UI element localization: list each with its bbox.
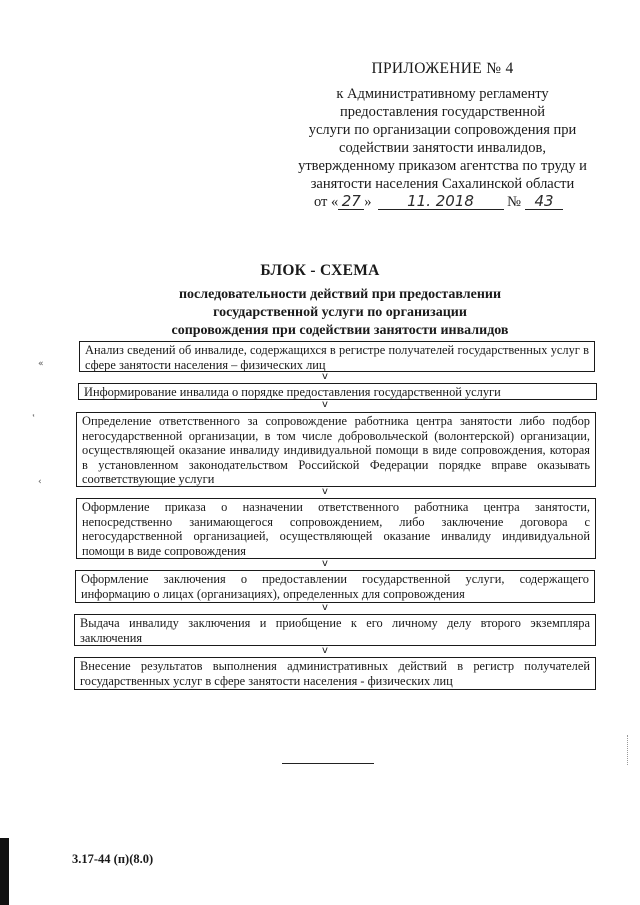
flow-arrow: v bbox=[322, 399, 328, 410]
flow-step-6: Выдача инвалиду заключения и приобщение к его личному делу второго экземпляра заключения bbox=[74, 614, 596, 646]
appendix-header bbox=[270, 60, 615, 211]
flow-step-5: Оформление заключения о предоставлении государственной услуги, содержащего информацию о лицах (организациях), определенных для сопровождения bbox=[75, 570, 595, 603]
subtitle-line: государственной услуги по организации bbox=[213, 305, 467, 320]
subtitle-line: сопровождения при содействии занятости инвалидов bbox=[171, 323, 509, 338]
handwritten-day: 27 bbox=[338, 194, 364, 210]
scheme-title: БЛОК - СХЕМА bbox=[260, 262, 380, 279]
flow-step-7: Внесение результатов выполнения административных действий в регистр получателей государственных услуг в сфере занятости населения - физических лиц bbox=[74, 657, 596, 690]
scan-edge-bar bbox=[0, 838, 9, 905]
order-date-line bbox=[270, 193, 615, 211]
appendix-line: содействии занятости инвалидов, bbox=[339, 140, 546, 156]
handwritten-number: 43 bbox=[525, 194, 563, 210]
flow-step-3: Определение ответственного за сопровождение работника центра занятости либо подбор негосударственной организации, в том числе добровольческой (волонтерской) организации, осуществляющей оказание инвалиду индивидуальной помощи в виде сопровождения, которая в установленном законодательством Российской Федерации порядке вправе оказывать соответствующие услуги bbox=[76, 412, 596, 487]
footer-code: 3.17-44 (п)(8.0) bbox=[72, 852, 154, 866]
appendix-line: к Административному регламенту bbox=[336, 86, 549, 102]
order-number-label: № bbox=[507, 194, 521, 210]
flow-arrow: v bbox=[322, 645, 328, 656]
subtitle-line: последовательности действий при предоставлении bbox=[178, 287, 502, 302]
appendix-title: ПРИЛОЖЕНИЕ № 4 bbox=[371, 60, 514, 77]
flow-step-1: Анализ сведений об инвалиде, содержащихся в регистре получателей государственных услуг в сфере занятости населения – физических лиц bbox=[79, 341, 595, 372]
scan-artifact bbox=[627, 735, 630, 765]
flow-step-4: Оформление приказа о назначении ответственного работника центра занятости, непосредственно занимающегося сопровождением, либо заключение договора с негосударственной организацией, осуществляющей оказание инвалиду индивидуальной помощи в виде сопровождения bbox=[76, 498, 596, 559]
scheme-subtitle bbox=[100, 286, 580, 340]
order-date-close-quote: » bbox=[364, 194, 372, 210]
handwritten-date: 11. 2018 bbox=[378, 194, 504, 210]
appendix-line: утвержденному приказом агентства по труду и bbox=[298, 158, 587, 174]
order-date-prefix: от « bbox=[314, 194, 339, 210]
closing-rule bbox=[282, 763, 374, 764]
flow-arrow: v bbox=[322, 558, 328, 569]
appendix-line: предоставления государственной bbox=[339, 104, 546, 120]
flow-arrow: v bbox=[322, 602, 328, 613]
margin-mark: « bbox=[38, 359, 44, 369]
appendix-line: занятости населения Сахалинской области bbox=[310, 176, 575, 192]
flow-arrow: v bbox=[322, 371, 328, 382]
margin-mark: ‹ bbox=[38, 477, 42, 487]
flow-step-2: Информирование инвалида о порядке предоставления государственной услуги bbox=[78, 383, 597, 400]
flow-arrow: v bbox=[322, 486, 328, 497]
appendix-line: услуги по организации сопровождения при bbox=[308, 122, 577, 138]
